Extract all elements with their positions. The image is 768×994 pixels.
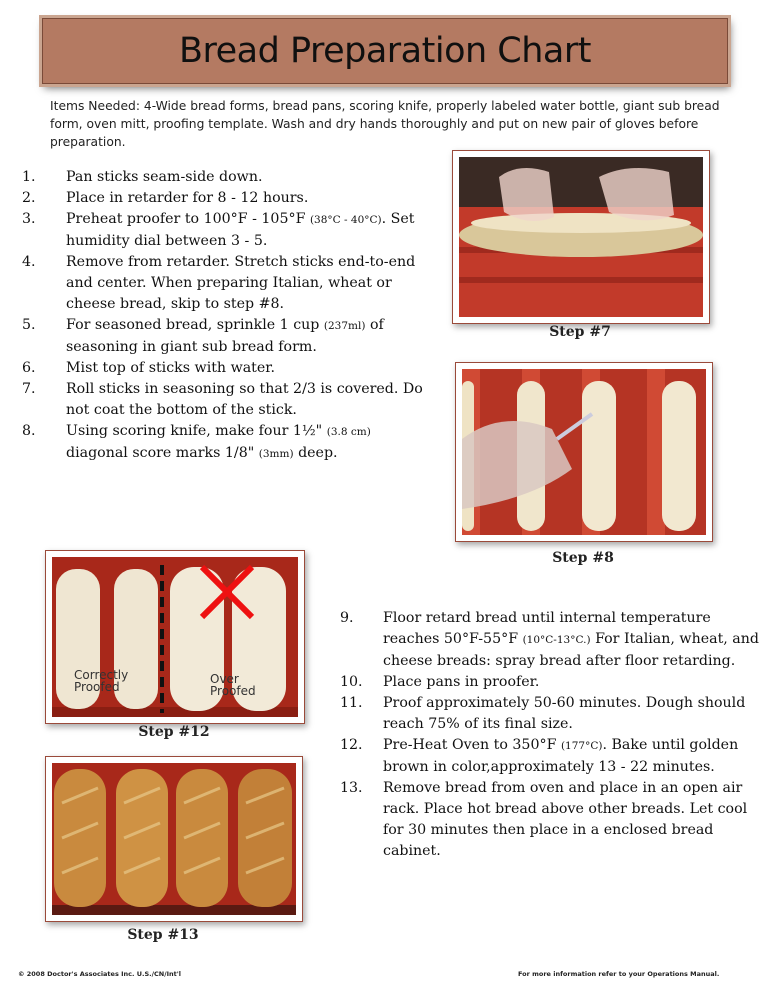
step-item xyxy=(340,672,765,693)
step8-photo xyxy=(455,362,713,542)
correctly-proofed-label: Correctly Proofed xyxy=(74,668,129,694)
step-number: 1. xyxy=(22,169,36,185)
step-number: 4. xyxy=(22,254,36,270)
step-number: 2. xyxy=(22,190,36,206)
over-proofed-label: Over Proofed xyxy=(210,672,256,698)
step12-photo xyxy=(45,550,305,724)
step-text: (3mm) xyxy=(258,448,294,460)
step13-photo xyxy=(45,756,303,922)
step-item xyxy=(340,778,765,862)
step-item xyxy=(22,315,432,358)
copyright-footer: © 2008 Doctor's Associates Inc. U.S./CN/Int'l xyxy=(18,970,181,978)
step-item xyxy=(22,209,432,252)
step-number: 5. xyxy=(22,317,36,333)
step-number: 12. xyxy=(340,737,363,753)
step7-photo xyxy=(452,150,710,324)
step13-caption: Step #13 xyxy=(127,927,199,943)
step-number: 10. xyxy=(340,674,363,690)
info-footer: For more information refer to your Operations Manual. xyxy=(518,970,720,978)
step-number: 8. xyxy=(22,423,36,439)
steps-list-right xyxy=(340,608,765,862)
step-text: of seasoning in giant sub bread form. xyxy=(66,317,384,355)
step-item xyxy=(22,167,432,188)
step-item xyxy=(340,608,765,672)
step12-caption: Step #12 xyxy=(138,724,210,740)
step-item xyxy=(22,358,432,379)
step8-caption: Step #8 xyxy=(552,550,614,566)
step-item xyxy=(22,379,432,421)
page-title: Bread Preparation Chart xyxy=(179,31,591,71)
step-text: Floor retard bread until internal temperature reaches 50°F-55°F xyxy=(383,610,711,647)
step-number: 7. xyxy=(22,381,36,397)
step-text: (3.8 cm) xyxy=(326,426,371,438)
step-number: 6. xyxy=(22,360,36,376)
step-text: Preheat proofer to 100°F - 105°F xyxy=(66,211,310,227)
step-text: Pre-Heat Oven to 350°F xyxy=(383,737,561,753)
step-item xyxy=(22,252,432,315)
step-item xyxy=(22,188,432,209)
step-text: . Set humidity dial between 3 - 5. xyxy=(66,211,415,249)
step-text: Pan sticks seam-side down. xyxy=(66,169,263,185)
step7-caption: Step #7 xyxy=(549,324,611,340)
steps-list-left xyxy=(22,167,432,465)
step-text: Proof approximately 50-60 minutes. Dough should reach 75% of its final size. xyxy=(383,695,746,732)
step-number: 11. xyxy=(340,695,363,711)
step-text: For Italian, wheat, and cheese breads: spray bread after floor retarding. xyxy=(383,631,759,669)
step-item xyxy=(22,421,432,465)
step-text: diagonal score marks 1/8" xyxy=(66,445,259,461)
step-number: 13. xyxy=(340,780,363,796)
step-number: 9. xyxy=(340,610,354,626)
step-text: Mist top of sticks with water. xyxy=(66,360,276,376)
step-item xyxy=(340,693,765,735)
step-text: (237ml) xyxy=(323,320,366,332)
title-banner xyxy=(42,18,728,84)
step-text: (10°C-13°C.) xyxy=(522,634,591,646)
step-text: Remove from retarder. Stretch sticks end-to-end and center. When preparing Italian, wheat or cheese bread, skip to step #8. xyxy=(66,254,416,312)
step-text: Using scoring knife, make four 1½" xyxy=(66,423,327,439)
step-number: 3. xyxy=(22,211,36,227)
step-text: . Bake until golden brown in color,approximately 13 - 22 minutes. xyxy=(383,737,739,775)
step-text: (177°C) xyxy=(560,740,603,752)
step-text: Place in retarder for 8 - 12 hours. xyxy=(66,190,309,206)
items-needed-text: Items Needed: 4-Wide bread forms, bread pans, scoring knife, properly labeled water bottle, giant sub bread form, oven mitt, proofing template. Wash and dry hands thoroughly and put on new pair of gloves before preparation. xyxy=(50,99,720,149)
step-text: Remove bread from oven and place in an open air rack. Place hot bread above other breads. Let cool for 30 minutes then place in a enclosed bread cabinet. xyxy=(383,780,748,859)
step-text: For seasoned bread, sprinkle 1 cup xyxy=(66,317,324,333)
step-item xyxy=(340,735,765,778)
step-text: Place pans in proofer. xyxy=(383,674,540,690)
step-text: deep. xyxy=(293,445,338,461)
step-text: Roll sticks in seasoning so that 2/3 is covered. Do not coat the bottom of the stick. xyxy=(66,381,423,418)
step-text: (38°C - 40°C) xyxy=(309,214,382,226)
